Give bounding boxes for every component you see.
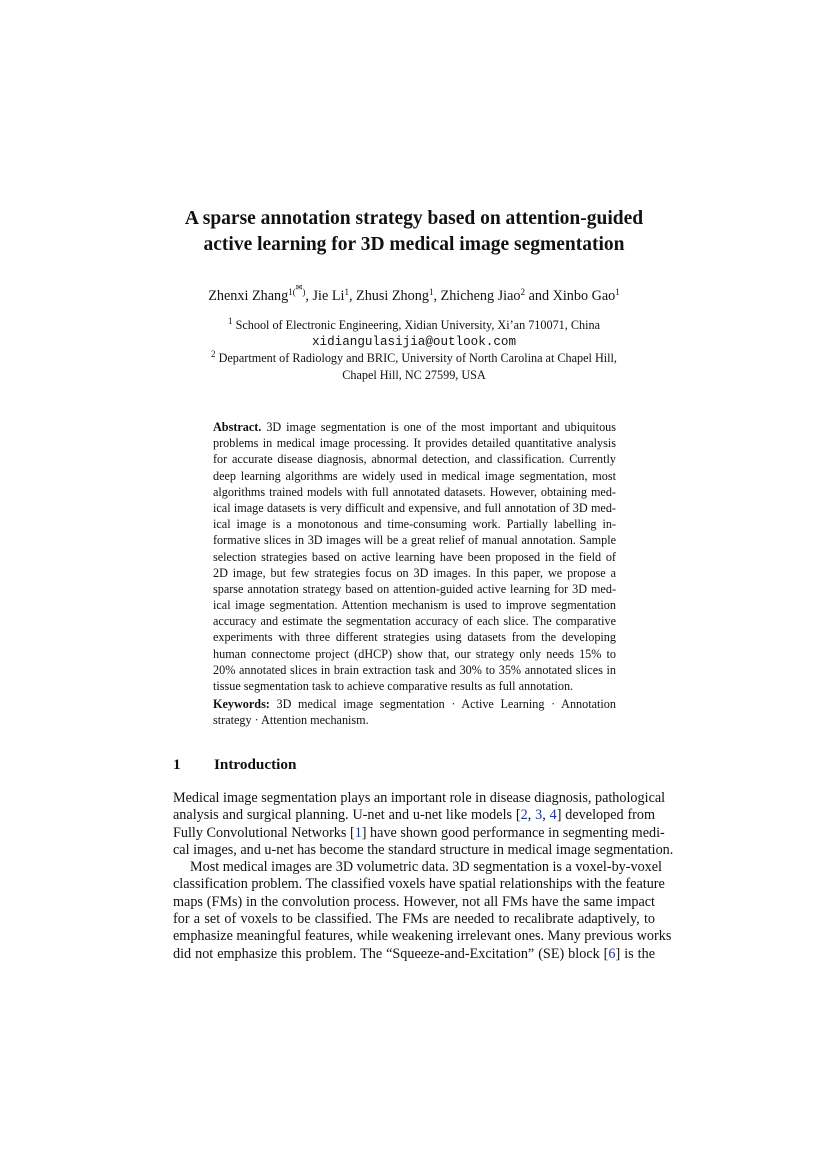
abstract-line: ical image is a monotonous and time-consuming work. Partially labelling in-: [213, 517, 616, 532]
body-line: analysis and surgical planning. U-net and u-net like models [2, 3, 4] developed from: [173, 807, 656, 824]
section-number: 1: [173, 756, 181, 773]
author-superscript: 1: [615, 287, 620, 297]
author-name: Zhusi Zhong: [356, 288, 429, 304]
abstract-line: deep learning algorithms are widely used in medical image segmentation, most: [213, 468, 616, 483]
abstract-line: sparse annotation strategy based on attention-guided active learning for 3D med-: [213, 581, 616, 596]
title-line-2: active learning for 3D medical image segmentation: [203, 234, 625, 255]
abstract-label: Abstract.: [213, 420, 262, 434]
abstract-line: for accurate disease diagnosis, abnormal detection, and classification. Currently: [213, 452, 616, 467]
author-superscript: 1: [344, 287, 349, 297]
abstract-line: experiments with three different strategies using datasets from the developing: [213, 630, 616, 645]
abstract-line: formative slices in 3D images will be a great relief of manual annotation. Sample: [213, 533, 616, 548]
author-name: Jie Li: [312, 288, 345, 304]
abstract-line: Abstract. 3D image segmentation is one of the most important and ubiquitous: [213, 420, 616, 434]
body-line: cal images, and u-net has become the standard structure in medical image segmentation.: [173, 841, 674, 858]
author-name: Zhicheng Jiao: [440, 288, 521, 304]
abstract-line: ical image datasets is very difficult and expensive, and full annotation of 3D med-: [213, 500, 616, 515]
section-heading: [173, 755, 296, 775]
abstract-line: tissue segmentation task to achieve comparative results as full annotation.: [213, 679, 574, 693]
keywords-label: Keywords:: [213, 697, 270, 711]
author-name: Xinbo Gao: [552, 288, 616, 304]
keywords-line: Keywords: 3D medical image segmentation · Active Learning · Annotation: [213, 697, 616, 711]
citation-link[interactable]: 2: [520, 807, 528, 824]
abstract-line: selection strategies based on active learning have been proposed in the field of: [213, 549, 616, 564]
citation-link[interactable]: 4: [549, 807, 557, 824]
affiliation-1: $^1$ School of Electronic Engineering, Xidian University, Xi’an 710071, China: [228, 316, 600, 332]
author-superscript: 2: [520, 287, 526, 297]
citation-link[interactable]: 1: [354, 824, 362, 841]
author-superscript: 1(✉): [288, 283, 306, 297]
body-line: classification problem. The classified voxels have spatial relationships with the feature: [173, 876, 665, 893]
title-line-1: A sparse annotation strategy based on attention-guided: [184, 208, 644, 229]
section-title: Introduction: [214, 756, 297, 773]
abstract-line: ical image segmentation. Attention mechanism is used to improve segmentation: [213, 598, 616, 613]
citation-link[interactable]: 6: [608, 945, 616, 962]
author-superscript: 1: [428, 287, 434, 297]
body-line: maps (FMs) in the convolution process. However, not all FMs have the same impact: [173, 893, 655, 910]
body-line: did not emphasize this problem. The “Squeeze-and-Excitation” (SE) block [6] is the: [173, 945, 655, 962]
keywords-block: [213, 696, 616, 728]
author-list: Zhenxi Zhang$^{1(✉)}$, Jie Li$^1$, Zhusi Zhong$^1$, Zhicheng Jiao$^2$ and Xinbo Gao$^1$: [208, 283, 620, 304]
body-line: Most medical images are 3D volumetric data. 3D segmentation is a voxel-by-voxel: [190, 859, 662, 876]
abstract-line: algorithms trained models with full annotated datasets. However, obtaining med-: [213, 484, 616, 499]
author-email[interactable]: xidiangulasijia@outlook.com: [311, 334, 517, 349]
body-line: Fully Convolutional Networks [1] have shown good performance in segmenting medi-: [173, 824, 665, 841]
abstract-block: [213, 419, 616, 694]
introduction-body: [173, 790, 674, 963]
body-line: emphasize meaningful features, while weakening irrelevant ones. Many previous works: [173, 928, 672, 945]
abstract-line: human connectome project (dHCP) show that, our strategy only needs 15% to: [213, 646, 616, 661]
body-line: Medical image segmentation plays an important role in disease diagnosis, pathological: [173, 790, 666, 806]
citation-link[interactable]: 3: [535, 807, 543, 824]
abstract-line: accuracy and estimate the segmentation accuracy of each slice. The comparative: [213, 614, 616, 629]
affiliations: [150, 317, 678, 383]
affiliation-2: $^2$ Department of Radiology and BRIC, University of North Carolina at Chapel Hill,: [211, 349, 617, 365]
abstract-line: problems in medical image processing. It provides detailed quantitative analysis: [213, 436, 616, 451]
keywords-line: strategy · Attention mechanism.: [213, 713, 369, 728]
author-name: Zhenxi Zhang: [208, 288, 289, 304]
body-line: for a set of voxels to be classified. The FMs are needed to recalibrate adaptively, to: [173, 911, 655, 928]
abstract-line: 2D image, but few strategies focus on 3D images. In this paper, we propose a: [213, 565, 616, 580]
abstract-line: 20% annotated slices in brain extraction task and 30% to 35% annotated slices in: [213, 662, 616, 677]
affiliation-2-cont: Chapel Hill, NC 27599, USA: [342, 367, 486, 382]
paper-title: [100, 206, 728, 258]
